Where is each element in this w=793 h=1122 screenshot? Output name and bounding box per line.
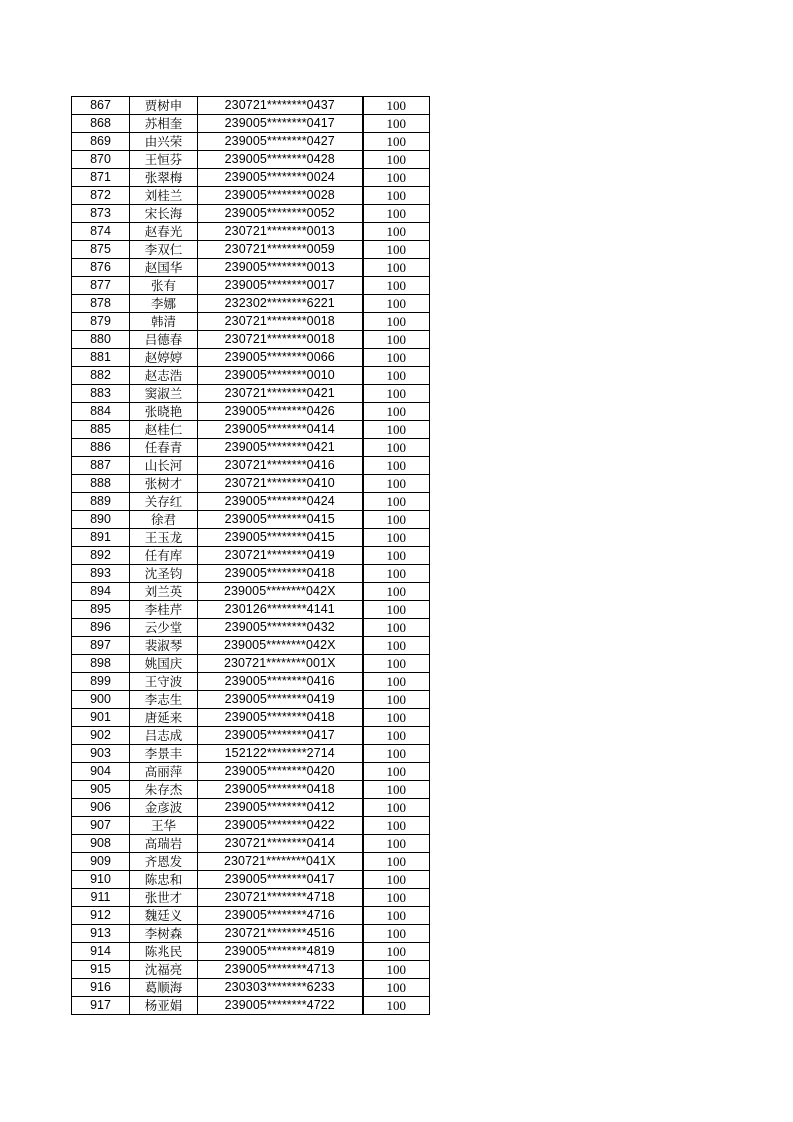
id-number: 239005********0028 [198, 187, 363, 205]
row-number: 888 [72, 475, 130, 493]
table-row [72, 529, 430, 547]
id-number: 230721********0416 [198, 457, 363, 475]
id-number: 239005********0416 [198, 673, 363, 691]
id-number: 239005********0426 [198, 403, 363, 421]
amount-value: 100 [363, 313, 430, 331]
row-number: 897 [72, 637, 130, 655]
id-number: 230721********0018 [198, 313, 363, 331]
id-number: 239005********0010 [198, 367, 363, 385]
id-number: 230303********6233 [198, 979, 363, 997]
row-number: 880 [72, 331, 130, 349]
person-name: 李桂芹 [130, 601, 198, 619]
amount-value: 100 [363, 115, 430, 133]
amount-value: 100 [363, 583, 430, 601]
person-name: 吕德春 [130, 331, 198, 349]
id-number: 152122********2714 [198, 745, 363, 763]
person-name: 赵春光 [130, 223, 198, 241]
id-number: 230721********0018 [198, 331, 363, 349]
id-number: 239005********0418 [198, 565, 363, 583]
table-row [72, 997, 430, 1015]
row-number: 892 [72, 547, 130, 565]
id-number: 230721********4516 [198, 925, 363, 943]
row-number: 904 [72, 763, 130, 781]
amount-value: 100 [363, 745, 430, 763]
table-row [72, 547, 430, 565]
person-name: 宋长海 [130, 205, 198, 223]
table-row [72, 169, 430, 187]
table-row [72, 331, 430, 349]
table-row [72, 403, 430, 421]
row-number: 885 [72, 421, 130, 439]
amount-value: 100 [363, 835, 430, 853]
amount-value: 100 [363, 655, 430, 673]
table-row [72, 295, 430, 313]
person-name: 沈福亮 [130, 961, 198, 979]
row-number: 874 [72, 223, 130, 241]
person-name: 刘兰英 [130, 583, 198, 601]
row-number: 876 [72, 259, 130, 277]
id-number: 230721********4718 [198, 889, 363, 907]
person-name: 裴淑琴 [130, 637, 198, 655]
table-row [72, 799, 430, 817]
amount-value: 100 [363, 907, 430, 925]
row-number: 914 [72, 943, 130, 961]
person-name: 王恒芬 [130, 151, 198, 169]
person-name: 徐君 [130, 511, 198, 529]
table-row [72, 133, 430, 151]
amount-value: 100 [363, 439, 430, 457]
id-number: 230721********0059 [198, 241, 363, 259]
row-number: 895 [72, 601, 130, 619]
id-number: 239005********0024 [198, 169, 363, 187]
amount-value: 100 [363, 205, 430, 223]
row-number: 898 [72, 655, 130, 673]
person-name: 陈兆民 [130, 943, 198, 961]
id-number: 239005********0428 [198, 151, 363, 169]
table-row [72, 115, 430, 133]
row-number: 894 [72, 583, 130, 601]
table-row [72, 781, 430, 799]
amount-value: 100 [363, 385, 430, 403]
amount-value: 100 [363, 241, 430, 259]
id-number: 230721********0421 [198, 385, 363, 403]
person-name: 赵桂仁 [130, 421, 198, 439]
person-name: 张有 [130, 277, 198, 295]
id-number: 239005********0417 [198, 727, 363, 745]
amount-value: 100 [363, 493, 430, 511]
person-name: 贾树申 [130, 97, 198, 115]
row-number: 911 [72, 889, 130, 907]
person-name: 云少堂 [130, 619, 198, 637]
table-row [72, 637, 430, 655]
id-number: 239005********0424 [198, 493, 363, 511]
id-number: 239005********4716 [198, 907, 363, 925]
row-number: 889 [72, 493, 130, 511]
person-name: 任春青 [130, 439, 198, 457]
amount-value: 100 [363, 673, 430, 691]
amount-value: 100 [363, 637, 430, 655]
row-number: 871 [72, 169, 130, 187]
table-row [72, 565, 430, 583]
person-name: 由兴荣 [130, 133, 198, 151]
table-row [72, 475, 430, 493]
amount-value: 100 [363, 97, 430, 115]
person-name: 王玉龙 [130, 529, 198, 547]
amount-value: 100 [363, 979, 430, 997]
table-row [72, 457, 430, 475]
row-number: 917 [72, 997, 130, 1015]
person-name: 杨亚娟 [130, 997, 198, 1015]
amount-value: 100 [363, 277, 430, 295]
amount-value: 100 [363, 889, 430, 907]
amount-value: 100 [363, 727, 430, 745]
person-name: 陈忠和 [130, 871, 198, 889]
id-number: 239005********0420 [198, 763, 363, 781]
amount-value: 100 [363, 817, 430, 835]
table-row [72, 709, 430, 727]
amount-value: 100 [363, 367, 430, 385]
row-number: 867 [72, 97, 130, 115]
table-row [72, 853, 430, 871]
person-name: 朱存杰 [130, 781, 198, 799]
table-row [72, 205, 430, 223]
amount-value: 100 [363, 619, 430, 637]
person-name: 沈圣钧 [130, 565, 198, 583]
person-name: 王华 [130, 817, 198, 835]
person-name: 赵国华 [130, 259, 198, 277]
person-name: 齐恩发 [130, 853, 198, 871]
id-number: 230721********0410 [198, 475, 363, 493]
table-row [72, 979, 430, 997]
amount-value: 100 [363, 295, 430, 313]
person-name: 刘桂兰 [130, 187, 198, 205]
amount-value: 100 [363, 151, 430, 169]
id-number: 239005********0066 [198, 349, 363, 367]
person-name: 韩清 [130, 313, 198, 331]
row-number: 875 [72, 241, 130, 259]
table-row [72, 259, 430, 277]
id-number: 230126********4141 [198, 601, 363, 619]
table-row [72, 907, 430, 925]
row-number: 907 [72, 817, 130, 835]
row-number: 879 [72, 313, 130, 331]
table-row [72, 151, 430, 169]
person-name: 吕志成 [130, 727, 198, 745]
id-number: 239005********0421 [198, 439, 363, 457]
table-row [72, 277, 430, 295]
table-row [72, 493, 430, 511]
id-number: 239005********0417 [198, 871, 363, 889]
row-number: 908 [72, 835, 130, 853]
row-number: 869 [72, 133, 130, 151]
id-number: 239005********0412 [198, 799, 363, 817]
row-number: 893 [72, 565, 130, 583]
row-number: 903 [72, 745, 130, 763]
person-name: 王守波 [130, 673, 198, 691]
id-number: 239005********0419 [198, 691, 363, 709]
person-name: 山长河 [130, 457, 198, 475]
amount-value: 100 [363, 601, 430, 619]
id-number: 230721********0414 [198, 835, 363, 853]
person-name: 李树森 [130, 925, 198, 943]
id-number: 239005********4713 [198, 961, 363, 979]
person-name: 姚国庆 [130, 655, 198, 673]
person-name: 金彦波 [130, 799, 198, 817]
id-number: 239005********042X [198, 637, 363, 655]
row-number: 884 [72, 403, 130, 421]
person-name: 李娜 [130, 295, 198, 313]
table-row [72, 691, 430, 709]
roster-table [71, 96, 430, 1015]
row-number: 901 [72, 709, 130, 727]
amount-value: 100 [363, 547, 430, 565]
table-row [72, 763, 430, 781]
amount-value: 100 [363, 565, 430, 583]
person-name: 高瑞岩 [130, 835, 198, 853]
id-number: 239005********0017 [198, 277, 363, 295]
id-number: 239005********0427 [198, 133, 363, 151]
person-name: 李双仁 [130, 241, 198, 259]
table-row [72, 187, 430, 205]
row-number: 905 [72, 781, 130, 799]
table-row [72, 817, 430, 835]
person-name: 窦淑兰 [130, 385, 198, 403]
row-number: 877 [72, 277, 130, 295]
amount-value: 100 [363, 763, 430, 781]
row-number: 890 [72, 511, 130, 529]
roster-body [72, 97, 430, 1015]
id-number: 239005********0013 [198, 259, 363, 277]
id-number: 239005********0422 [198, 817, 363, 835]
row-number: 873 [72, 205, 130, 223]
id-number: 239005********0418 [198, 709, 363, 727]
person-name: 张晓艳 [130, 403, 198, 421]
table-row [72, 583, 430, 601]
row-number: 912 [72, 907, 130, 925]
amount-value: 100 [363, 475, 430, 493]
id-number: 239005********0415 [198, 529, 363, 547]
person-name: 李景丰 [130, 745, 198, 763]
id-number: 239005********0418 [198, 781, 363, 799]
table-row [72, 943, 430, 961]
table-row [72, 727, 430, 745]
person-name: 葛顺海 [130, 979, 198, 997]
id-number: 230721********001X [198, 655, 363, 673]
id-number: 239005********0417 [198, 115, 363, 133]
row-number: 872 [72, 187, 130, 205]
table-row [72, 439, 430, 457]
table-row [72, 835, 430, 853]
id-number: 230721********0419 [198, 547, 363, 565]
row-number: 881 [72, 349, 130, 367]
amount-value: 100 [363, 223, 430, 241]
row-number: 913 [72, 925, 130, 943]
amount-value: 100 [363, 421, 430, 439]
id-number: 239005********4722 [198, 997, 363, 1015]
table-row [72, 673, 430, 691]
id-number: 239005********0432 [198, 619, 363, 637]
amount-value: 100 [363, 781, 430, 799]
amount-value: 100 [363, 259, 430, 277]
row-number: 878 [72, 295, 130, 313]
table-row [72, 223, 430, 241]
amount-value: 100 [363, 169, 430, 187]
amount-value: 100 [363, 997, 430, 1015]
row-number: 882 [72, 367, 130, 385]
id-number: 239005********4819 [198, 943, 363, 961]
row-number: 899 [72, 673, 130, 691]
table-row [72, 421, 430, 439]
amount-value: 100 [363, 511, 430, 529]
row-number: 870 [72, 151, 130, 169]
amount-value: 100 [363, 133, 430, 151]
amount-value: 100 [363, 403, 430, 421]
person-name: 任有库 [130, 547, 198, 565]
amount-value: 100 [363, 349, 430, 367]
amount-value: 100 [363, 457, 430, 475]
amount-value: 100 [363, 709, 430, 727]
amount-value: 100 [363, 925, 430, 943]
amount-value: 100 [363, 187, 430, 205]
amount-value: 100 [363, 961, 430, 979]
id-number: 239005********042X [198, 583, 363, 601]
id-number: 230721********0437 [198, 97, 363, 115]
row-number: 915 [72, 961, 130, 979]
table-row [72, 871, 430, 889]
table-row [72, 601, 430, 619]
table-row [72, 97, 430, 115]
amount-value: 100 [363, 871, 430, 889]
amount-value: 100 [363, 799, 430, 817]
person-name: 关存红 [130, 493, 198, 511]
person-name: 苏相奎 [130, 115, 198, 133]
id-number: 230721********041X [198, 853, 363, 871]
amount-value: 100 [363, 331, 430, 349]
person-name: 张翠梅 [130, 169, 198, 187]
row-number: 887 [72, 457, 130, 475]
person-name: 魏廷义 [130, 907, 198, 925]
person-name: 赵婷婷 [130, 349, 198, 367]
person-name: 赵志浩 [130, 367, 198, 385]
id-number: 239005********0414 [198, 421, 363, 439]
amount-value: 100 [363, 529, 430, 547]
person-name: 张树才 [130, 475, 198, 493]
table-row [72, 961, 430, 979]
amount-value: 100 [363, 691, 430, 709]
row-number: 900 [72, 691, 130, 709]
row-number: 896 [72, 619, 130, 637]
table-row [72, 655, 430, 673]
row-number: 906 [72, 799, 130, 817]
id-number: 239005********0415 [198, 511, 363, 529]
table-row [72, 349, 430, 367]
row-number: 883 [72, 385, 130, 403]
table-row [72, 619, 430, 637]
person-name: 高丽萍 [130, 763, 198, 781]
table-row [72, 241, 430, 259]
person-name: 唐延来 [130, 709, 198, 727]
amount-value: 100 [363, 943, 430, 961]
table-row [72, 367, 430, 385]
person-name: 李志生 [130, 691, 198, 709]
row-number: 916 [72, 979, 130, 997]
table-row [72, 313, 430, 331]
row-number: 868 [72, 115, 130, 133]
id-number: 232302********6221 [198, 295, 363, 313]
row-number: 886 [72, 439, 130, 457]
id-number: 230721********0013 [198, 223, 363, 241]
row-number: 909 [72, 853, 130, 871]
table-row [72, 385, 430, 403]
row-number: 902 [72, 727, 130, 745]
row-number: 910 [72, 871, 130, 889]
id-number: 239005********0052 [198, 205, 363, 223]
amount-value: 100 [363, 853, 430, 871]
person-name: 张世才 [130, 889, 198, 907]
table-row [72, 511, 430, 529]
table-row [72, 745, 430, 763]
row-number: 891 [72, 529, 130, 547]
table-row [72, 889, 430, 907]
table-row [72, 925, 430, 943]
